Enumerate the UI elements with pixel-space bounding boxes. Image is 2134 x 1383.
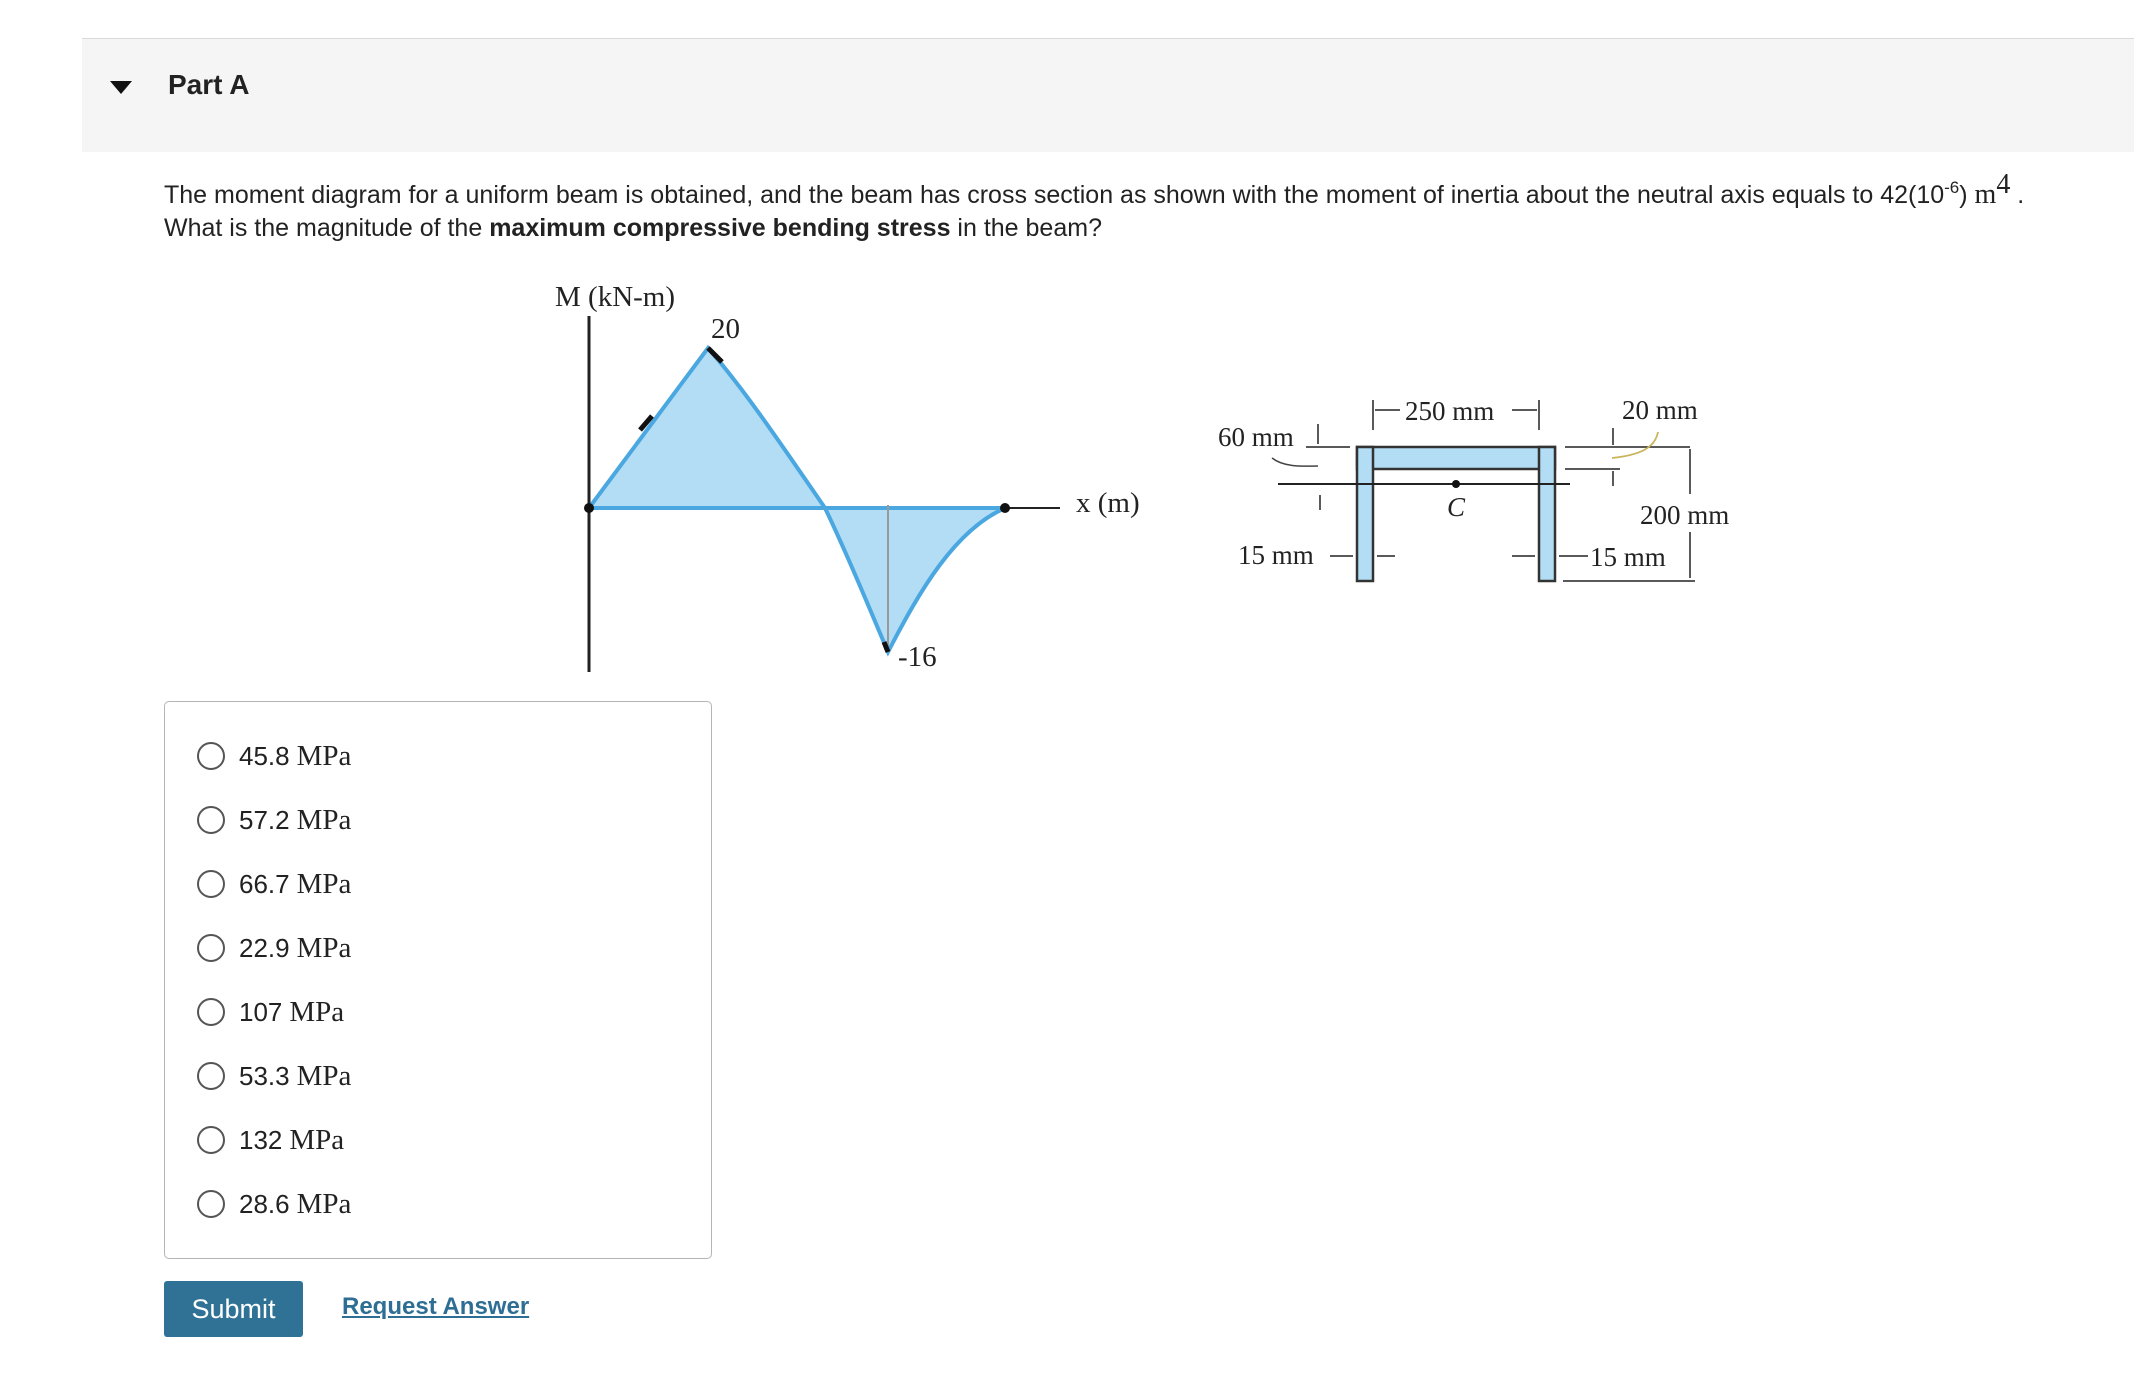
flange-thickness-label: 20 mm [1622, 395, 1698, 425]
question-line-2: What is the magnitude of the maximum compressive bending stress in the beam? [164, 214, 1102, 242]
x-axis-label: x (m) [1076, 487, 1140, 519]
answer-option[interactable] [197, 992, 344, 1032]
answer-option[interactable] [197, 864, 351, 904]
answer-option[interactable] [197, 1120, 344, 1160]
option-value: 45.8 [239, 740, 290, 771]
option-unit: MPa [296, 1059, 352, 1092]
negative-moment-region [825, 508, 1005, 652]
moment-diagram [555, 281, 1140, 673]
option-value: 132 [239, 1124, 283, 1155]
origin-point [584, 503, 594, 513]
top-width-label: 250 mm [1405, 396, 1495, 426]
option-value: 57.2 [239, 804, 290, 835]
option-unit: MPa [296, 739, 352, 772]
cross-section [1218, 395, 1729, 581]
answer-option[interactable] [197, 800, 351, 840]
right-web-thickness-label: 15 mm [1590, 542, 1666, 572]
part-title: Part A [168, 69, 250, 100]
radio-button[interactable] [197, 1126, 225, 1154]
option-unit: MPa [296, 803, 352, 836]
peak-value-label: 20 [711, 313, 740, 345]
answer-option[interactable] [197, 928, 351, 968]
moment-axis-label: M (kN-m) [555, 281, 676, 313]
answer-options [164, 701, 712, 1259]
centroid-point [1452, 480, 1460, 488]
radio-button[interactable] [197, 1062, 225, 1090]
left-web-thickness-label: 15 mm [1238, 540, 1314, 570]
option-unit: MPa [296, 867, 352, 900]
top-flange [1357, 447, 1555, 469]
submit-button[interactable]: Submit [164, 1281, 303, 1337]
positive-moment-region [589, 348, 825, 508]
height-label: 200 mm [1640, 500, 1730, 530]
left-web [1357, 447, 1373, 581]
radio-button[interactable] [197, 870, 225, 898]
option-unit: MPa [296, 1187, 352, 1220]
option-unit: MPa [296, 931, 352, 964]
radio-button[interactable] [197, 1190, 225, 1218]
option-value: 107 [239, 996, 283, 1027]
centroid-distance-label: 60 mm [1218, 422, 1294, 452]
option-unit: MPa [289, 995, 345, 1028]
option-value: 53.3 [239, 1060, 290, 1091]
centroid-label: C [1447, 492, 1466, 522]
option-value: 66.7 [239, 868, 290, 899]
answer-option[interactable] [197, 736, 351, 776]
answer-option[interactable] [197, 1184, 351, 1224]
option-value: 28.6 [239, 1188, 290, 1219]
radio-button[interactable] [197, 742, 225, 770]
trough-value-label: -16 [898, 641, 937, 673]
radio-button[interactable] [197, 934, 225, 962]
radio-button[interactable] [197, 806, 225, 834]
right-web [1539, 447, 1555, 581]
answer-option[interactable] [197, 1056, 351, 1096]
request-answer-link[interactable]: Request Answer [342, 1293, 530, 1320]
radio-button[interactable] [197, 998, 225, 1026]
question-line-1: The moment diagram for a uniform beam is obtained, and the beam has cross section as shown with the moment of inertia about the neutral axis equals to $42(10^{-6})$ $m^4$ . [164, 169, 2025, 210]
end-point [1000, 503, 1010, 513]
option-value: 22.9 [239, 932, 290, 963]
option-unit: MPa [289, 1123, 345, 1156]
